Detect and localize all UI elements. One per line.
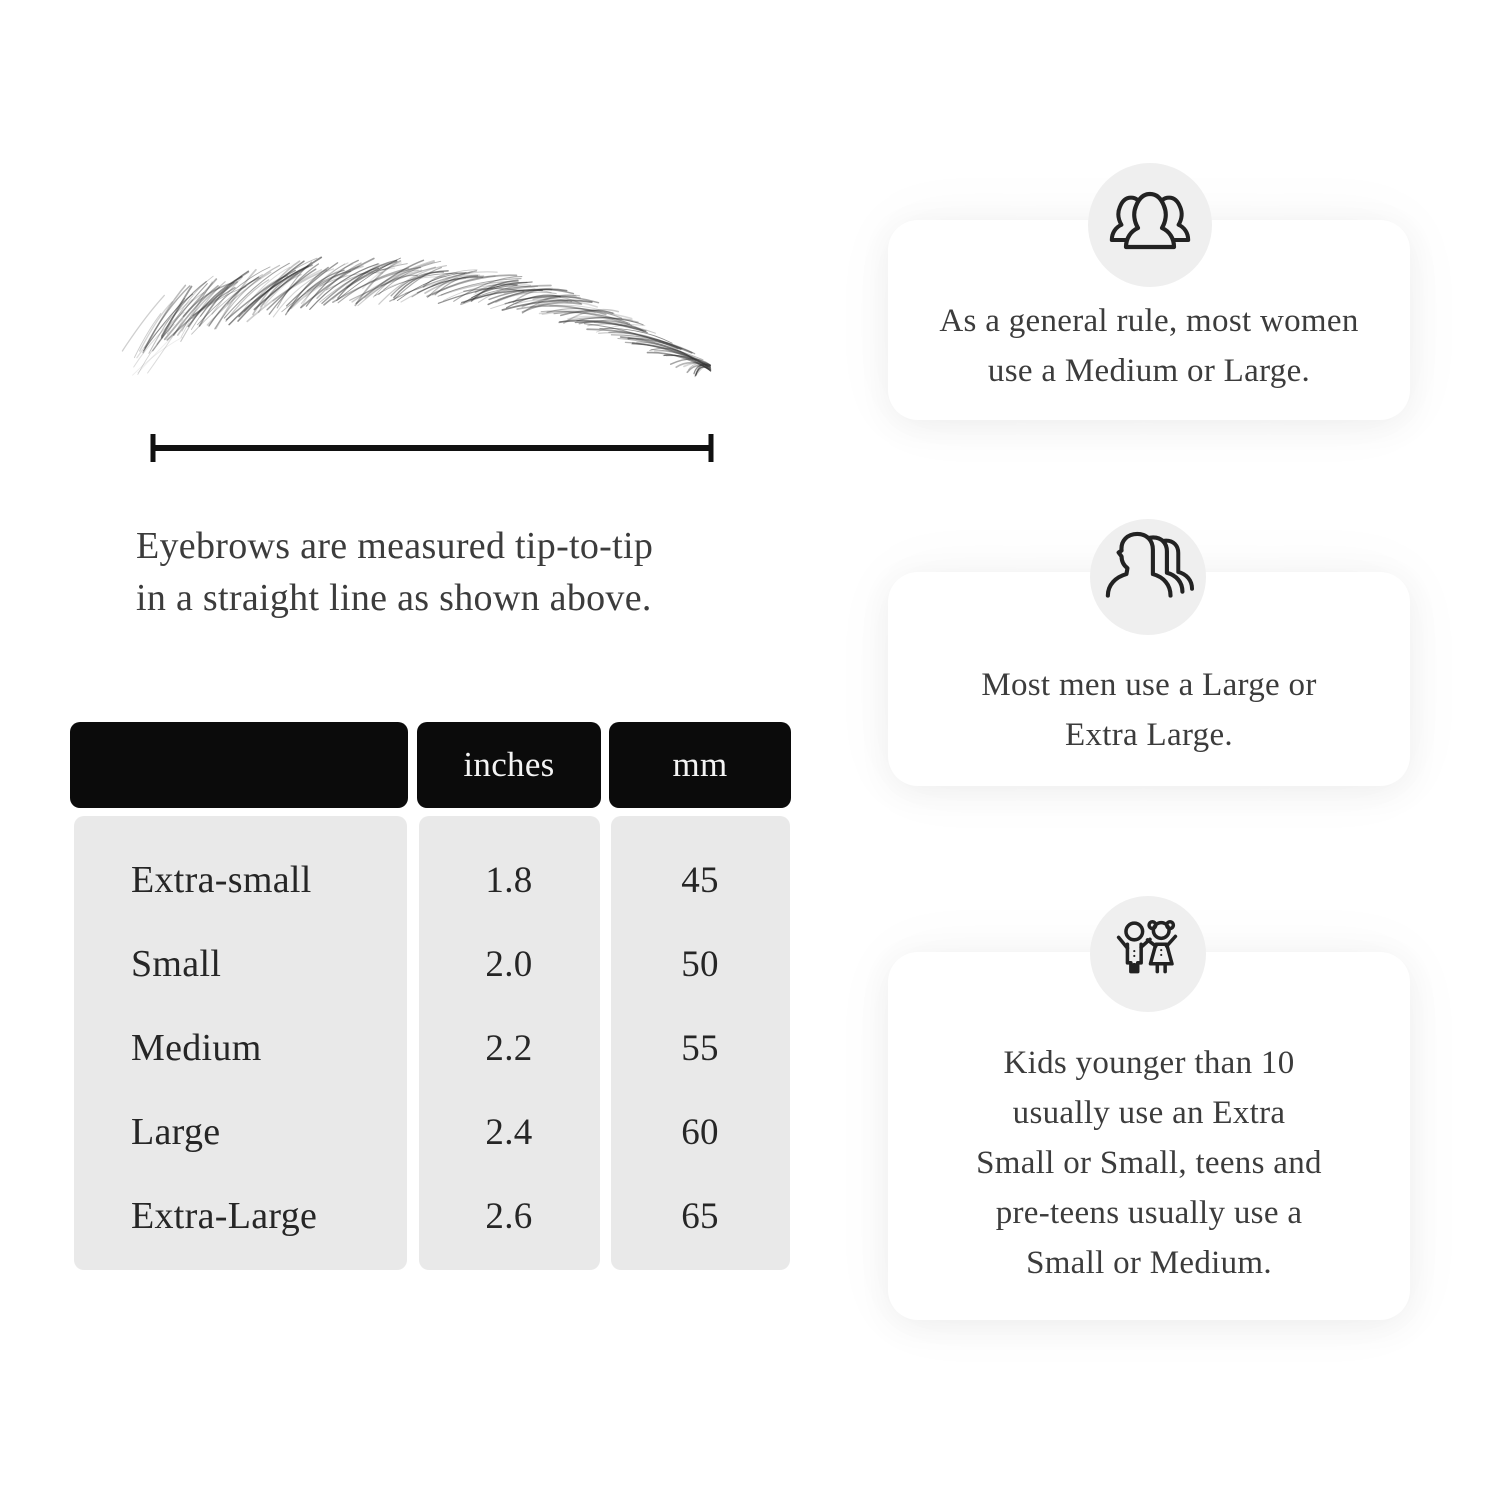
size-label: Extra-Large: [131, 1195, 318, 1237]
inches-value: 2.2: [485, 1027, 533, 1069]
measurement-caption: [136, 520, 776, 624]
card-line: Extra Large.: [1065, 717, 1233, 753]
girl-head: [1153, 923, 1169, 939]
men-group-icon: [1101, 530, 1195, 624]
mm-value: 45: [681, 859, 719, 901]
card-line: Kids younger than 10: [1003, 1045, 1295, 1081]
card-text-men: [928, 660, 1370, 760]
mm-value: 65: [681, 1195, 719, 1237]
caption-line-1: Eyebrows are measured tip-to-tip: [136, 525, 654, 567]
table-row: [70, 922, 791, 1006]
kids-icon-circle: [1090, 896, 1206, 1012]
table-header-inches: inches: [417, 722, 601, 808]
mm-value: 55: [681, 1027, 719, 1069]
size-label: Large: [131, 1111, 221, 1153]
eyebrow-sketch: [118, 238, 743, 413]
caption-line-2: in a straight line as shown above.: [136, 577, 652, 619]
card-line: Most men use a Large or: [981, 667, 1317, 703]
card-line: Small or Medium.: [1026, 1245, 1272, 1281]
table-row: [70, 1090, 791, 1174]
inches-value: 2.4: [485, 1111, 533, 1153]
table-header-mm: mm: [609, 722, 791, 808]
size-label: Small: [131, 943, 222, 985]
boy-dot: [1133, 950, 1135, 952]
boy-arm-raised: [1119, 937, 1128, 948]
girl-dot: [1160, 954, 1162, 956]
measurement-line: [147, 430, 717, 466]
mm-value: 50: [681, 943, 719, 985]
inches-value: 1.8: [485, 859, 533, 901]
boy-dot: [1133, 955, 1135, 957]
men-icon-circle: [1090, 519, 1206, 635]
card-line: Small or Small, teens and: [976, 1145, 1322, 1181]
girl-arm-raised: [1167, 936, 1176, 946]
table-row: [70, 838, 791, 922]
women-group-icon: [1102, 177, 1198, 273]
kids-icon: [1101, 907, 1195, 1001]
inches-value: 2.6: [485, 1195, 533, 1237]
size-label: Medium: [131, 1027, 262, 1069]
mm-value: 60: [681, 1111, 719, 1153]
card-text-women: [928, 296, 1370, 396]
boy-body: [1127, 944, 1141, 971]
table-row: [70, 1006, 791, 1090]
card-line: use a Medium or Large.: [987, 353, 1311, 389]
card-text-kids: [928, 1038, 1370, 1288]
inches-value: 2.0: [485, 943, 533, 985]
boy-head: [1126, 923, 1143, 940]
woman-front: [1126, 194, 1174, 247]
girl-dot: [1160, 949, 1162, 951]
women-icon-circle: [1088, 163, 1212, 287]
card-line: usually use an Extra: [1012, 1095, 1286, 1131]
card-line: As a general rule, most women: [939, 303, 1359, 339]
table-header-size: [70, 722, 408, 808]
table-row: [70, 1174, 791, 1258]
size-label: Extra-small: [131, 859, 312, 901]
card-line: pre-teens usually use a: [995, 1195, 1303, 1231]
